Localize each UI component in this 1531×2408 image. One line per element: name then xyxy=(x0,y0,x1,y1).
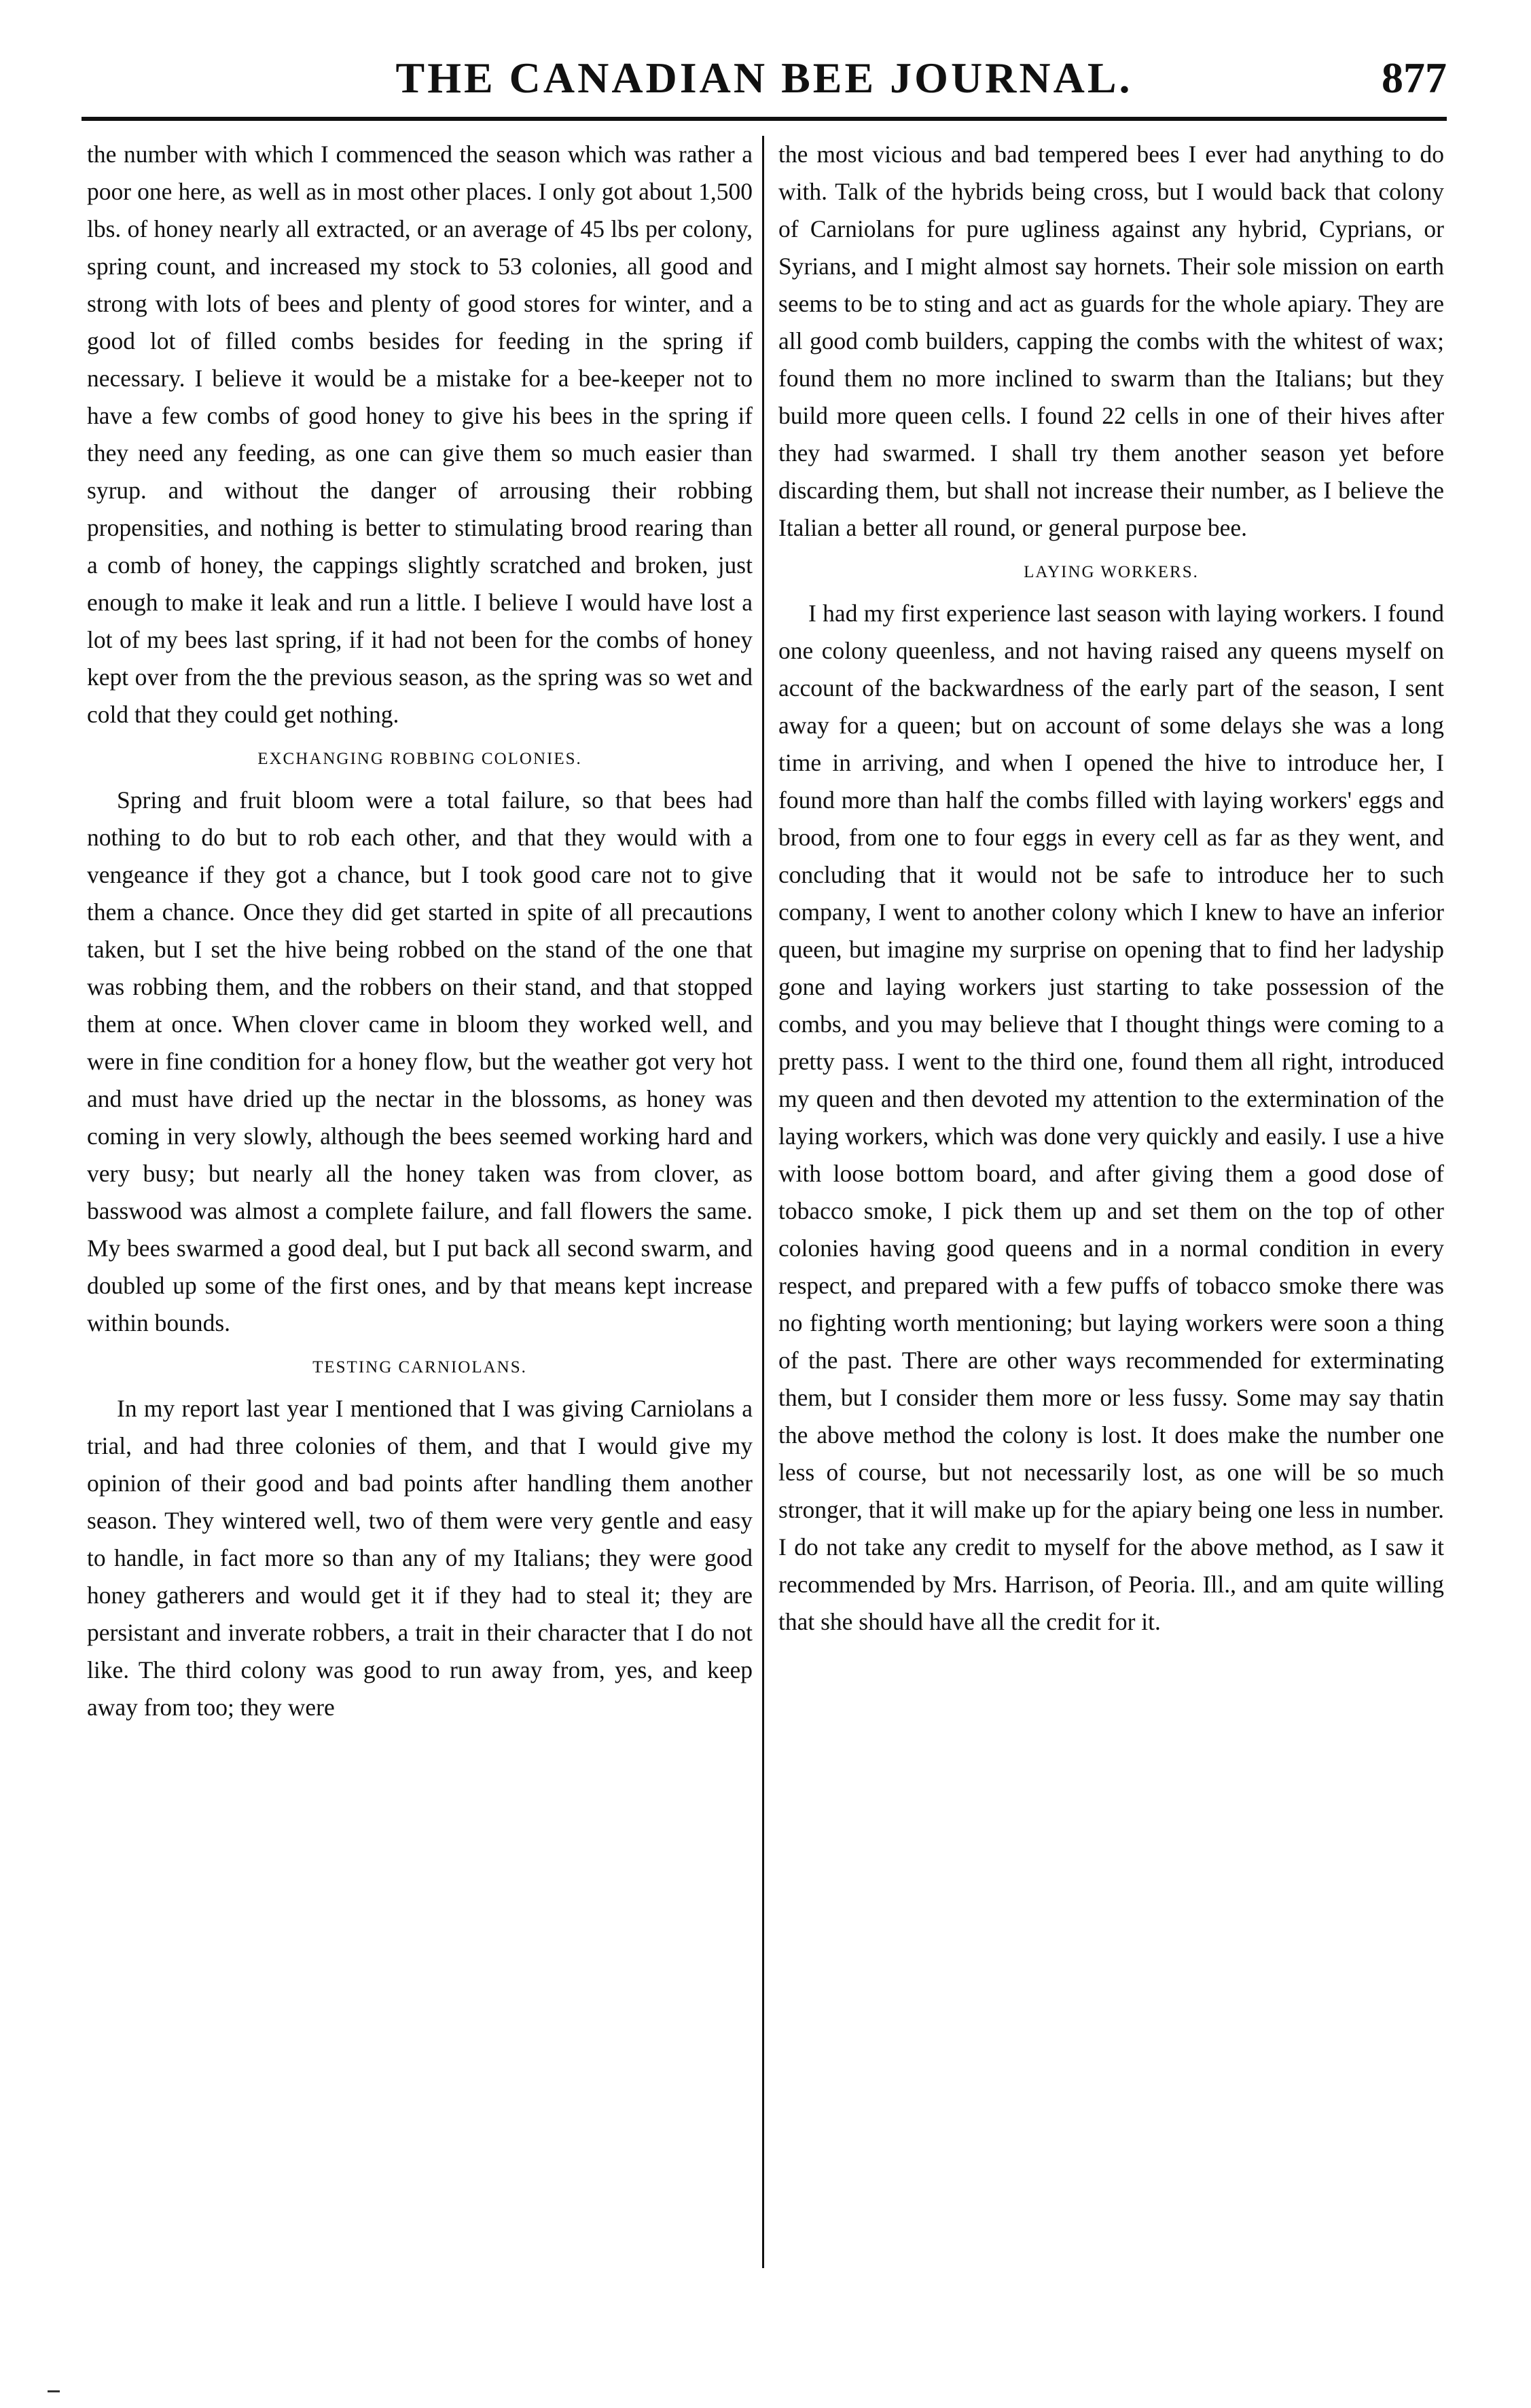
journal-title: THE CANADIAN BEE JOURNAL. xyxy=(395,54,1133,102)
page-header xyxy=(82,41,1447,115)
section-heading-testing-carniolans: TESTING CARNIOLANS. xyxy=(312,1358,527,1376)
right-paragraph-2: I had my first experience last season with laying workers. I found one colony queenless, and not having raised any queens myself on account of the backwardness of the early part of the season, I sent away for a queen; but on account of some delays she was a long time in arriving, and when I opened the hive to introduce her, I found more than half the combs filled with laying workers' eggs and brood, from one to four eggs in every cell as far as they went, and concluding that it would not be safe to introduce her to such company, I went to another colony which I knew to have an inferior queen, but imagine my surprise on opening that to find her ladyship gone and laying workers just starting to take possession of the combs, and you may believe that I thought things were coming to a pretty pass. I went to the third one, found them all right, introduced my queen and then devoted my attention to the extermination of the laying workers, which was done very quickly and easily. I use a hive with loose bottom board, and after giving them a good dose of tobacco smoke, I pick them up and set them on the top of other colonies having good queens and in a normal condition in every respect, and prepared with a few puffs of tobacco smoke there was no fighting worth mentioning; but laying workers were soon a thing of the past. There are other ways recommended for exterminating them, but I consider them more or less fussy. Some may say thatin the above method the colony is lost. It does make the number one less of course, but not necessarily lost, as one will be so much stronger, that it will make up for the apiary being one less in number. I do not take any credit to myself for the above method, as I saw it recommended by Mrs. Harrison, of Peoria. Ill., and am quite willing that she should have all the credit for it. xyxy=(778,600,1444,1635)
right-paragraph-1: the most vicious and bad tempered bees I ever had anything to do with. Talk of the hybrids being cross, but I would back that colony of Carniolans for pure ugliness against any hybrid, Cyprians, or Syrians, and I might almost say hornets. Their sole mission on earth seems to be to sting and act as guards for the whole apiary. They are all good comb builders, capping the combs with the whitest of wax; found them no more inclined to swarm than the Italians; but they build more queen cells. I found 22 cells in one of their hives after they had swarmed. I shall try them another season yet before discarding them, but shall not increase their number, as I believe the Italian a better all round, or general purpose bee. xyxy=(778,141,1444,541)
left-paragraph-2: Spring and fruit bloom were a total failure, so that bees had nothing to do but to rob each other, and that they would with a vengeance if they got a chance, but I took good care not to give them a chance. Once they did get started in spite of all precautions taken, but I set the hive being robbed on the stand of the one that was robbing them, and the robbers on their stand, and that stopped them at once. When clover came in bloom they worked well, and were in fine condition for a honey flow, but the weather got very hot and must have dried up the nectar in the blossoms, as honey was coming in very slowly, although the bees seemed working hard and very busy; but nearly all the honey taken was from clover, as basswood was almost a complete failure, and fall flowers the same. My bees swarmed a good deal, but I put back all second swarm, and doubled up some of the first ones, and by that means kept increase within bounds. xyxy=(87,786,753,1336)
section-heading-laying-workers: LAYING WORKERS. xyxy=(1024,563,1199,581)
left-paragraph-1: the number with which I commenced the season which was rather a poor one here, as well as in most other places. I only got about 1,500 lbs. of honey nearly all extracted, or an average of 45 lbs per colony, spring count, and increased my stock to 53 colonies, all good and strong with lots of bees and plenty of good stores for winter, and a good lot of filled combs besides for feeding in the spring if necessary. I believe it would be a mistake for a bee-keeper not to have a few combs of good honey to give his bees in the spring if they need any feeding, as one can give them so much easier than syrup. and without the danger of arrousing their robbing propensities, and nothing is better to stimulating brood rearing than a comb of honey, the cappings slightly scratched and broken, just enough to make it leak and run a little. I believe I would have lost a lot of my bees last spring, if it had not been for the combs of honey kept over from the the previous season, as the spring was so wet and cold that they could get nothing. xyxy=(87,141,753,728)
left-column xyxy=(87,136,753,2282)
right-column xyxy=(778,136,1444,2282)
section-heading-exchanging-robbing-colonies: EXCHANGING ROBBING COLONIES. xyxy=(257,750,582,768)
left-paragraph-3: In my report last year I mentioned that I was giving Carniolans a trial, and had three colonies of them, and that I would give my opinion of their good and bad points after handling them another season. They wintered well, two of them were very gentle and easy to handle, in fact more so than any of my Italians; they were good honey gatherers and would get it if they had to steal it; they are persistant and inverate robbers, a trait in their character that I do not like. The third colony was good to run away from, yes, and keep away from too; they were xyxy=(87,1395,753,1721)
header-rule xyxy=(82,117,1447,121)
page-edge-mark xyxy=(48,2390,60,2392)
column-divider xyxy=(762,136,764,2268)
page-number: 877 xyxy=(1382,54,1447,102)
